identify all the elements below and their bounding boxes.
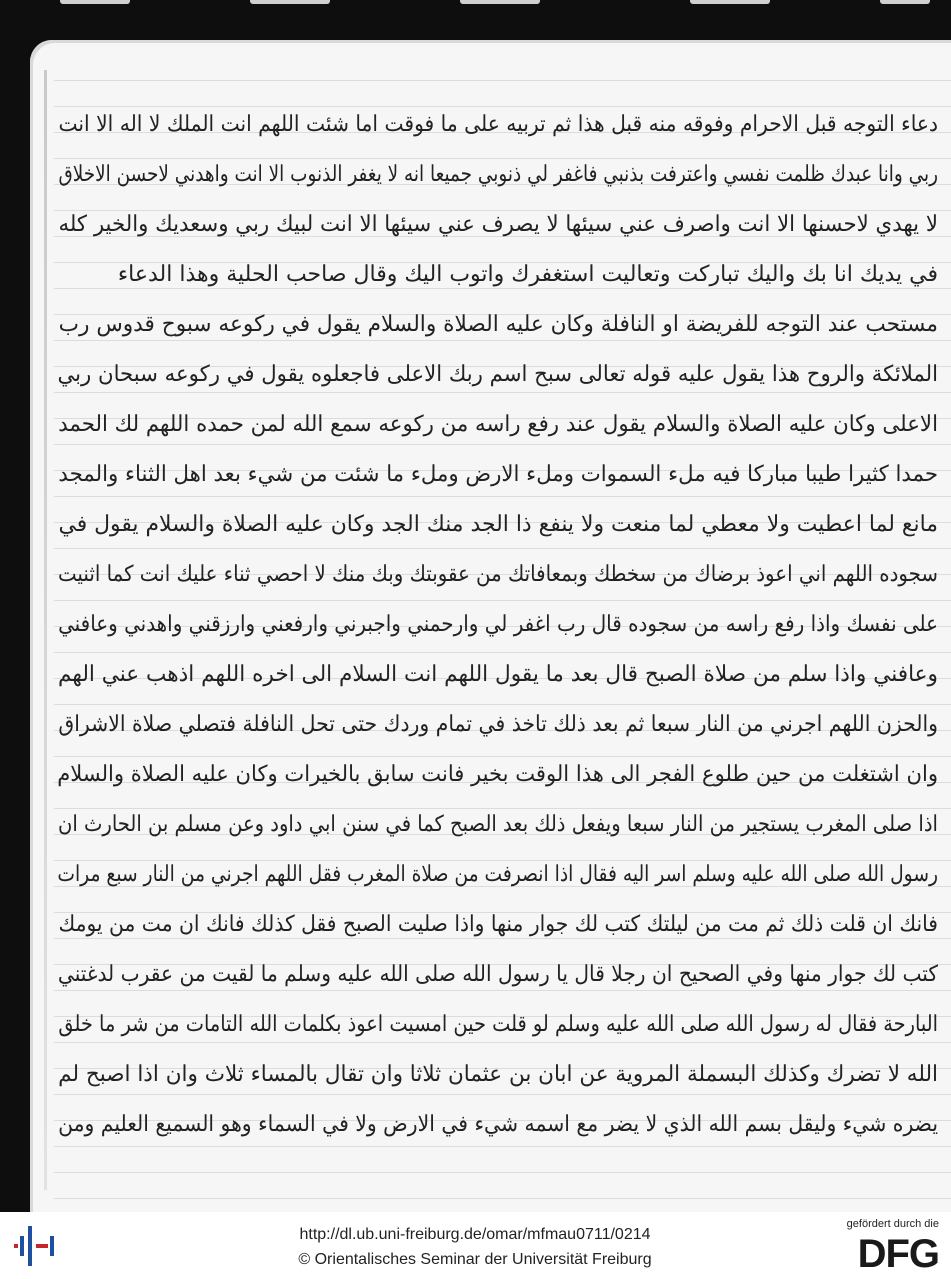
page-edge [44,70,47,1190]
viewer-footer [0,1212,951,1279]
page-rule-line [54,1172,951,1173]
scan-border-mark [60,0,130,4]
scan-border-mark [250,0,330,4]
scan-border-mark [880,0,930,4]
manuscript-line: فانك ان قلت ذلك ثم مت من ليلتك كتب لك جوار منها واذا صليت الصبح فقل كذلك فانك ان مت من يومك [58,912,938,937]
manuscript-line: الاعلى وكان عليه الصلاة والسلام يقول عند رفع راسه من ركوعه سمع الله لمن حمده اللهم لك الحمد [58,412,939,437]
manuscript-line: البارحة فقال له رسول الله صلى الله عليه وسلم لو قلت حين امسيت اعوذ بكلمات الله التامات من شر ما خلق [58,1012,939,1037]
manuscript-line: اذا صلى المغرب يستجير من النار سبعا ويفعل ذلك بعد الصبح كما في سنن ابي داود وعن مسلم بن الحارث ان [58,812,938,837]
funding-caption: gefördert durch die [846,1218,939,1230]
university-logo-icon [14,1222,60,1272]
copyright-text: © Orientalisches Seminar der Universität Freiburg [298,1251,652,1268]
page-rule-line [54,80,951,81]
manuscript-line: دعاء التوجه قبل الاحرام وفوقه منه قبل هذا ثم تربيه على ما فوقت اما شئت اللهم انت الملك لا اله الا انت [58,112,939,137]
scan-border-mark [460,0,540,4]
source-url-link[interactable]: http://dl.ub.uni-freiburg.de/omar/mfmau0711/0214 [299,1226,651,1243]
manuscript-line: حمدا كثيرا طيبا مباركا فيه ملء السموات وملء الارض وملء ما شئت من شيء بعد اهل الثناء والمجد [58,462,938,487]
manuscript-line: مانع لما اعطيت ولا معطي لما منعت ولا ينفع ذا الجد منك الجد وكان عليه الصلاة والسلام يقول في [58,512,938,537]
scan-border-mark [690,0,770,4]
manuscript-line: والحزن اللهم اجرني من النار سبعا ثم بعد ذلك تاخذ في تمام وردك حتى تحل النافلة فتصلي صلاة الاشراق [58,712,939,737]
page-rule-line [54,1198,951,1199]
manuscript-line: في يديك انا بك واليك تباركت وتعاليت استغفرك واتوب اليك وقال صاحب الحلية وهذا الدعاء [117,262,938,287]
manuscript-line: لا يهدي لاحسنها الا انت واصرف عني سيئها لا يصرف عني سيئها الا انت لبيك ربي وسعديك والخير كله [58,212,938,237]
manuscript-line: وعافني واذا سلم من صلاة الصبح قال بعد ما يقول اللهم انت السلام الى اخره اللهم اذهب عني الهم [57,662,939,687]
dfg-logo: DFG [857,1232,939,1276]
manuscript-line: ربي وانا عبدك ظلمت نفسي واعترفت بذنبي فاغفر لي ذنوبي جميعا انه لا يغفر الذنوب الا انت واهدني لاحسن الاخلاق [58,162,938,187]
manuscript-page [30,40,951,1212]
manuscript-line: رسول الله صلى الله عليه وسلم اسر اليه فقال اذا انصرفت من صلاة المغرب فقل اللهم اجرني من النار سبع مرات [57,862,938,887]
manuscript-line: الملائكة والروح هذا يقول عليه قوله تعالى سبح اسم ربك الاعلى فاجعلوه يقول في ركوعه سبحان ربي [57,362,939,387]
manuscript-line: مستحب عند التوجه للفريضة او النافلة وكان عليه الصلاة والسلام يقول في ركوعه سبوح قدوس رب [58,312,938,337]
manuscript-line: يضره شيء وليقل بسم الله الذي لا يضر مع اسمه شيء في الارض ولا في السماء وهو السميع العليم ومن [58,1112,938,1137]
manuscript-line: الله لا تضرك وكذلك البسملة المروية عن ابان بن عثمان ثلاثا وان تقال بالمساء ثلاث وان اذا اصبح لم [58,1062,939,1087]
manuscript-line: كتب لك جوار منها وفي الصحيح ان رجلا قال يا رسول الله صلى الله عليه وسلم ما لقيت من عقرب لدغتني [57,962,938,987]
manuscript-line: وان اشتغلت من حين طلوع الفجر الى هذا الوقت بخير فانت سابق بالخيرات وكان عليه الصلاة والسلام [57,762,939,787]
manuscript-line: على نفسك واذا رفع راسه من سجوده قال رب اغفر لي وارحمني واجبرني وارفعني وارزقني واهدني وعافني [58,612,939,637]
manuscript-line: سجوده اللهم اني اعوذ برضاك من سخطك وبمعافاتك من عقوبتك وبك منك لا احصي ثناء عليك انت كما اثنيت [57,562,938,587]
